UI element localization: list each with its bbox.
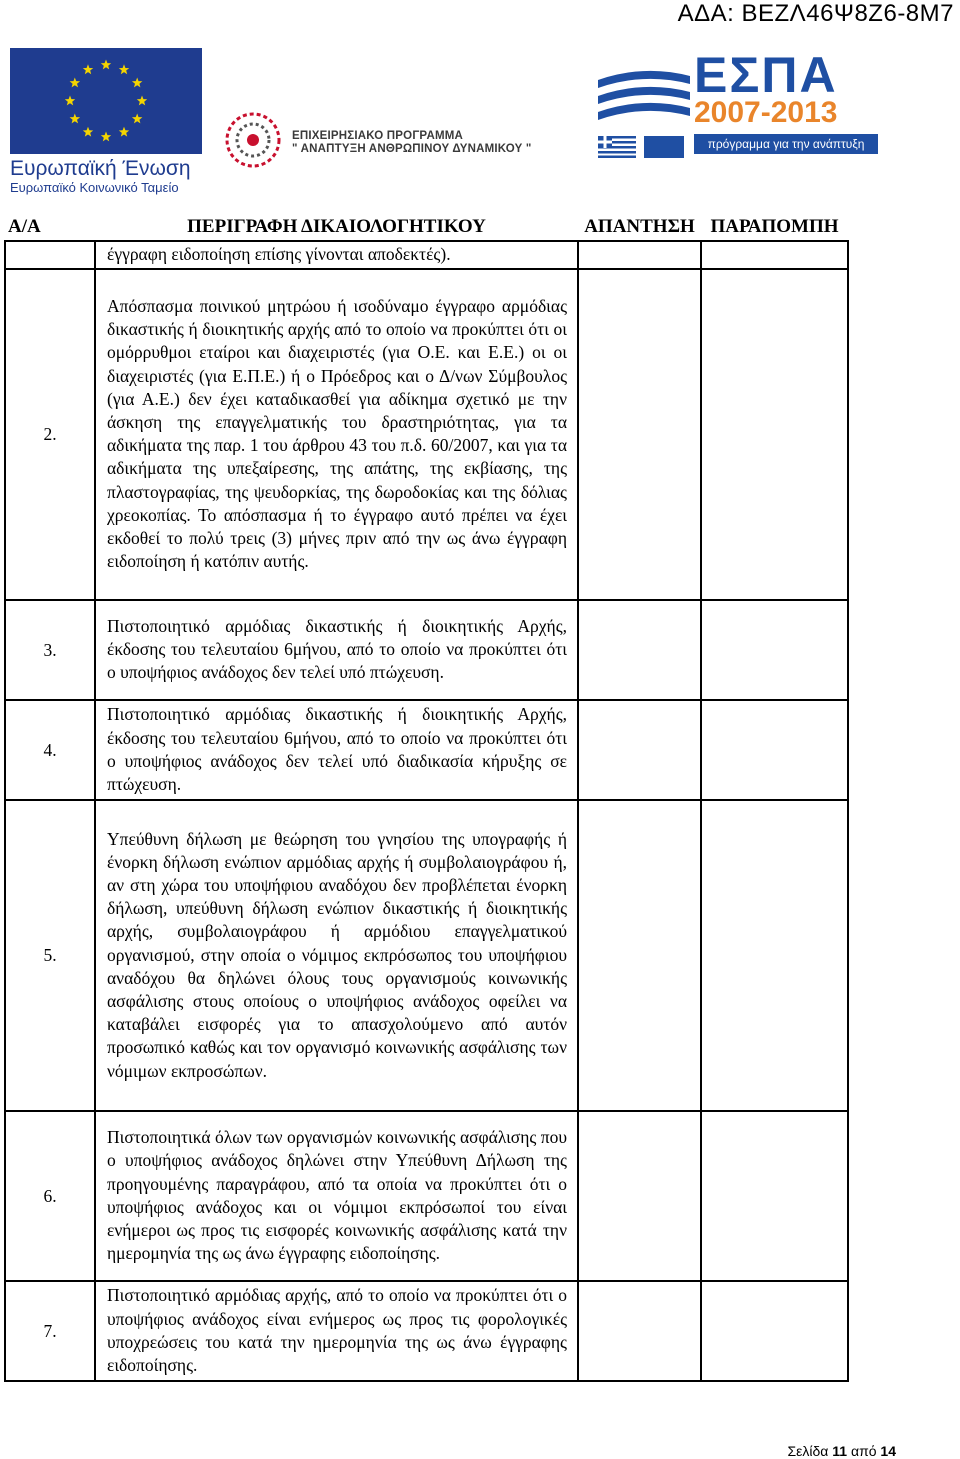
espa-years: 2007-2013 bbox=[694, 96, 838, 129]
espa-wave-icon bbox=[596, 62, 692, 142]
table-row bbox=[5, 600, 848, 700]
eu-star-icon bbox=[83, 64, 93, 74]
eu-fund: Ευρωπαϊκό Κοινωνικό Ταμείο bbox=[10, 180, 179, 195]
row-reference[interactable] bbox=[701, 241, 848, 269]
eu-star-icon bbox=[70, 114, 81, 124]
row-description: Πιστοποιητικό αρμόδιας αρχής, από το οποίο να προκύπτει ότι ο υποψήφιος ανάδοχος είναι ενήμερος ως προς τις φορολογικές υποχρεώσεις του κατά την ημερομηνία της ως άνω έγγραφης ειδοποίησης. bbox=[95, 1281, 578, 1381]
eu-star-icon bbox=[137, 96, 147, 106]
row-answer[interactable] bbox=[578, 1111, 701, 1281]
row-number: 6. bbox=[5, 1111, 95, 1281]
row-answer[interactable] bbox=[578, 600, 701, 700]
row-number: 4. bbox=[5, 700, 95, 800]
documents-table bbox=[4, 213, 849, 1382]
op-emblem-icon bbox=[218, 108, 288, 172]
eu-flag-icon bbox=[10, 48, 202, 154]
header-aa: Α/Α bbox=[5, 213, 95, 241]
row-answer[interactable] bbox=[578, 269, 701, 600]
row-reference[interactable] bbox=[701, 800, 848, 1111]
greek-flag-icon bbox=[598, 136, 636, 158]
eu-logo bbox=[10, 48, 202, 200]
row-description: έγγραφη ειδοποίηση επίσης γίνονται αποδεκτές). bbox=[95, 241, 578, 269]
row-description: Πιστοποιητικό αρμόδιας δικαστικής ή διοικητικής Αρχής, έκδοσης του τελευταίου 6μήνου, από το οποίο να προκύπτει ότι ο υποψήφιος ανάδοχος δεν τελεί υπό πτώχευση. bbox=[95, 600, 578, 700]
header-answer: ΑΠΑΝΤΗΣΗ bbox=[578, 213, 701, 241]
eu-star-icon bbox=[132, 78, 143, 88]
row-number: 7. bbox=[5, 1281, 95, 1381]
op-line2: " ΑΝΑΠΤΥΞΗ ΑΝΘΡΩΠΙΝΟΥ ΔΥΝΑΜΙΚΟΥ " bbox=[292, 143, 532, 155]
header-reference: ΠΑΡΑΠΟΜΠΗ bbox=[701, 213, 848, 241]
eu-star-icon bbox=[119, 64, 129, 74]
eu-mini-flag-icon bbox=[644, 136, 684, 158]
footer-total: 14 bbox=[880, 1443, 896, 1459]
table-row bbox=[5, 269, 848, 600]
eu-star-icon bbox=[119, 127, 129, 137]
table-row bbox=[5, 1111, 848, 1281]
table-row bbox=[5, 1281, 848, 1381]
row-number: 3. bbox=[5, 600, 95, 700]
espa-slogan: πρόγραμμα για την ανάπτυξη bbox=[694, 134, 878, 154]
table-row bbox=[5, 800, 848, 1111]
ada-code: ΑΔΑ: ΒΕΖΛ46Ψ8Ζ6-8Μ7 bbox=[677, 0, 954, 27]
row-reference[interactable] bbox=[701, 1281, 848, 1381]
page-footer bbox=[787, 1443, 896, 1459]
eu-name: Ευρωπαϊκή Ένωση bbox=[10, 157, 191, 180]
espa-title: ΕΣΠΑ bbox=[694, 47, 838, 103]
row-description: Πιστοποιητικό αρμόδιας δικαστικής ή διοικητικής Αρχής, έκδοσης του τελευταίου 6μήνου, από το οποίο να προκύπτει ότι ο υποψήφιος ανάδοχος δεν τελεί υπό διαδικασία κήρυξης σε πτώχευση. bbox=[95, 700, 578, 800]
row-answer[interactable] bbox=[578, 700, 701, 800]
header-description: ΠΕΡΙΓΡΑΦΗ ΔΙΚΑΙΟΛΟΓΗΤΙΚΟΥ bbox=[95, 213, 578, 241]
espa-logo bbox=[596, 47, 884, 160]
row-reference[interactable] bbox=[701, 700, 848, 800]
row-description: Απόσπασμα ποινικού μητρώου ή ισοδύναμο έγγραφο αρμόδιας δικαστικής ή διοικητικής αρχής από το οποίο να προκύπτει ότι οι ομόρρυθμοι εταίροι και διαχειριστές (για Ο.Ε. και Ε.Ε.) οι οι διαχειριστές (για Ε.Π.Ε.) ή ο Πρόεδρος και ο Δ/νων Σύμβουλος (για Α.Ε.) δεν έχει καταδικασθεί για αδίκημα σχετικό με την άσκηση της επαγγελματικής του δραστηριότητας, για τα αδικήματα της παρ. 1 του άρθρου 43 του π.δ. 60/2007, και για τα αδικήματα της υπεξαίρεσης, της απάτης, της εκβίασης, της πλαστογραφίας, της ψευδορκίας, της δωροδοκίας και της δόλιας χρεοκοπίας. Το απόσπασμα ή το έγγραφο αυτό πρέπει να έχει εκδοθεί το πολύ τρεις (3) μήνες πριν από την ως άνω έγγραφη ειδοποίηση ή κατόπιν αυτής. bbox=[95, 269, 578, 600]
table-row bbox=[5, 241, 848, 269]
row-reference[interactable] bbox=[701, 1111, 848, 1281]
footer-label: Σελίδα bbox=[787, 1443, 829, 1459]
row-reference[interactable] bbox=[701, 269, 848, 600]
row-description: Πιστοποιητικά όλων των οργανισμών κοινωνικής ασφάλισης που ο υποψήφιος ανάδοχος δηλώνει στην Υπεύθυνη Δήλωση της προηγουμένης παραγράφου, από τα οποία να προκύπτει ότι ο υποψήφιος ανάδοχος και οι νόμιμοι εκπρόσωποί του είναι ενήμεροι ως προς τις εισφορές κοινωνικής ασφάλισης κατά την ημερομηνία της ως άνω έγγραφης ειδοποίησης. bbox=[95, 1111, 578, 1281]
eu-star-icon bbox=[83, 127, 93, 137]
row-reference[interactable] bbox=[701, 600, 848, 700]
op-logo bbox=[218, 108, 568, 172]
eu-star-icon bbox=[132, 114, 143, 124]
eu-star-icon bbox=[70, 78, 81, 88]
op-line1: ΕΠΙΧΕΙΡΗΣΙΑΚΟ ΠΡΟΓΡΑΜΜΑ bbox=[292, 130, 464, 142]
row-answer[interactable] bbox=[578, 800, 701, 1111]
table-header-row bbox=[5, 213, 848, 241]
row-answer[interactable] bbox=[578, 1281, 701, 1381]
table-row bbox=[5, 700, 848, 800]
footer-page: 11 bbox=[832, 1443, 848, 1459]
row-number: 2. bbox=[5, 269, 95, 600]
row-number bbox=[5, 241, 95, 269]
eu-star-icon bbox=[101, 132, 111, 142]
eu-star-icon bbox=[65, 96, 75, 106]
row-number: 5. bbox=[5, 800, 95, 1111]
row-description: Υπεύθυνη δήλωση με θεώρηση του γνησίου της υπογραφής ή ένορκη δήλωση ενώπιον αρμόδιας αρχής ή συμβολαιογράφου ή, αν στη χώρα του υποψήφιου αναδόχου δεν προβλέπεται ένορκη δήλωση, υπεύθυνη δήλωση ενώπιον δικαστικής ή διοικητικής αρχής, συμβολαιογράφου ή αρμόδιου επαγγελματικού οργανισμού, στην οποία ο νόμιμος εκπρόσωπος του υποψήφιου αναδόχου θα δηλώνει όλους τους οργανισμούς κοινωνικής ασφάλισης στους οποίους ο υποψήφιος ανάδοχος οφείλει να καταβάλει εισφορές για το απασχολούμενο από αυτόν προσωπικό καθώς και τον οργανισμό κοινωνικής ασφάλισης των νόμιμων εκπροσώπων. bbox=[95, 800, 578, 1111]
eu-star-icon bbox=[101, 60, 111, 70]
row-answer[interactable] bbox=[578, 241, 701, 269]
footer-of: από bbox=[850, 1443, 877, 1459]
